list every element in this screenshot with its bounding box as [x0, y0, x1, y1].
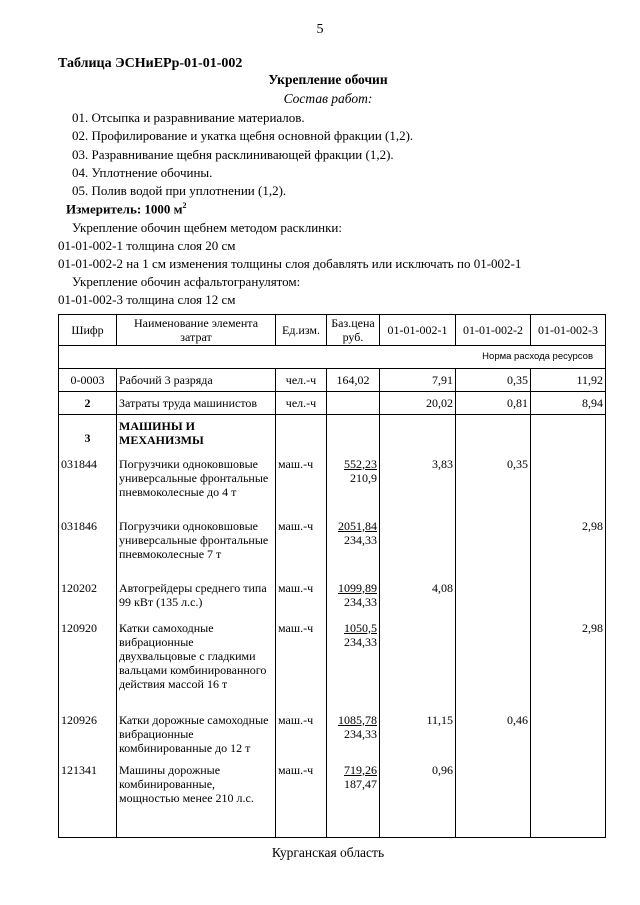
table-row: [59, 713, 606, 763]
row-value-2: [456, 581, 531, 621]
header-col2: 01-01-002-2: [456, 315, 531, 346]
row-value-2: [456, 519, 531, 581]
row-value-2: 0,46: [456, 713, 531, 763]
method-description: Укрепление обочин асфальтогранулятом:: [72, 274, 301, 289]
norm-label-row: [59, 346, 606, 369]
row-value-3: [531, 457, 606, 519]
row-code: 120920: [59, 621, 117, 713]
row-name: Погрузчики одноковшовые универсальные фронтальные пневмоколесные 7 т: [117, 519, 276, 581]
code-description: 01-01-002-3 толщина слоя 12 см: [58, 292, 236, 307]
code-description: 01-01-002-1 толщина слоя 20 см: [58, 238, 236, 253]
section-title: Укрепление обочин: [268, 72, 388, 87]
resource-norms-table: [58, 314, 606, 838]
row-name: Автогрейдеры среднего типа 99 кВт (135 л.с.): [117, 581, 276, 621]
measure-unit: Измеритель: 1000 $м^2$: [66, 201, 187, 217]
table-row: [59, 621, 606, 713]
row-unit: чел.-ч: [276, 369, 327, 392]
row-value-2: 0,35: [456, 457, 531, 519]
row-value-1: 20,02: [380, 392, 456, 415]
row-code: 3: [59, 415, 117, 457]
row-name: Погрузчики одноковшовые универсальные фронтальные пневмоколесные до 4 т: [117, 457, 276, 519]
row-price: [327, 392, 380, 415]
row-name: Катки самоходные вибрационные двухвальцовые с гладкими вальцами комбинированного действия массой 16 т: [117, 621, 276, 713]
row-code: 0-0003: [59, 369, 117, 392]
norm-label: Норма расхода ресурсов: [59, 346, 606, 369]
row-unit: маш.-ч: [276, 581, 327, 621]
row-unit: маш.-ч: [276, 519, 327, 581]
header-price: Баз.цена руб.: [327, 315, 380, 346]
header-name: Наименование элемента затрат: [117, 315, 276, 346]
row-unit: чел.-ч: [276, 392, 327, 415]
row-code: 121341: [59, 763, 117, 838]
page-number: 5: [316, 22, 324, 37]
row-value-1: 7,91: [380, 369, 456, 392]
footer-region: Курганская область: [271, 845, 385, 860]
header-col3: 01-01-002-3: [531, 315, 606, 346]
table-row: [59, 369, 606, 392]
row-value-3: 11,92: [531, 369, 606, 392]
row-name: МАШИНЫ И МЕХАНИЗМЫ: [117, 415, 276, 457]
row-name: Затраты труда машинистов: [117, 392, 276, 415]
row-value-1: 3,83: [380, 457, 456, 519]
table-header-row: [59, 315, 606, 346]
row-value-1: 0,96: [380, 763, 456, 838]
row-value-2: [456, 763, 531, 838]
work-item: 01. Отсыпка и разравнивание материалов.: [72, 110, 305, 125]
code-description: 01-01-002-2 на 1 см изменения толщины слоя добавлять или исключать по 01-002-1: [58, 256, 522, 271]
row-price: 552,23 210,9: [327, 457, 380, 519]
row-unit: маш.-ч: [276, 763, 327, 838]
row-value-3: 2,98: [531, 621, 606, 713]
row-price: 719,26 187,47: [327, 763, 380, 838]
row-value-3: [531, 713, 606, 763]
work-item: 05. Полив водой при уплотнении (1,2).: [72, 183, 287, 198]
row-name: Рабочий 3 разряда: [117, 369, 276, 392]
header-code: Шифр: [59, 315, 117, 346]
row-value-1: 4,08: [380, 581, 456, 621]
row-unit: маш.-ч: [276, 713, 327, 763]
row-value-2: 0,81: [456, 392, 531, 415]
work-composition-heading: Состав работ:: [283, 91, 373, 106]
table-code: Таблица ЭСНиЕРр-01-01-002: [58, 56, 243, 71]
row-code: 2: [59, 392, 117, 415]
row-unit: маш.-ч: [276, 621, 327, 713]
header-col1: 01-01-002-1: [380, 315, 456, 346]
row-value-1: [380, 621, 456, 713]
header-unit: Ед.изм.: [276, 315, 327, 346]
row-code: 031844: [59, 457, 117, 519]
row-unit: маш.-ч: [276, 457, 327, 519]
row-name: Машины дорожные комбинированные, мощностью менее 210 л.с.: [117, 763, 276, 838]
table-row: [59, 763, 606, 838]
table-row: [59, 457, 606, 519]
row-value-2: [456, 621, 531, 713]
row-value-3: 2,98: [531, 519, 606, 581]
row-value-3: [531, 581, 606, 621]
row-price: 1085,78 234,33: [327, 713, 380, 763]
section-row: [59, 415, 606, 457]
row-code: 120926: [59, 713, 117, 763]
row-value-1: [380, 519, 456, 581]
row-price: 164,02: [327, 369, 380, 392]
row-price: 2051,84 234,33: [327, 519, 380, 581]
row-name: Катки дорожные самоходные вибрационные комбинированные до 12 т: [117, 713, 276, 763]
table-row: [59, 519, 606, 581]
row-value-3: 8,94: [531, 392, 606, 415]
row-code: 031846: [59, 519, 117, 581]
method-description: Укрепление обочин щебнем методом расклинки:: [72, 220, 342, 235]
row-price: 1099,89 234,33: [327, 581, 380, 621]
table-row: [59, 581, 606, 621]
table-row: [59, 392, 606, 415]
row-value-3: [531, 763, 606, 838]
row-price: 1050,5 234,33: [327, 621, 380, 713]
work-item: 03. Разравнивание щебня расклинивающей фракции (1,2).: [72, 147, 394, 162]
work-item: 02. Профилирование и укатка щебня основной фракции (1,2).: [72, 128, 414, 143]
row-code: 120202: [59, 581, 117, 621]
work-item: 04. Уплотнение обочины.: [72, 165, 213, 180]
row-value-2: 0,35: [456, 369, 531, 392]
row-value-1: 11,15: [380, 713, 456, 763]
